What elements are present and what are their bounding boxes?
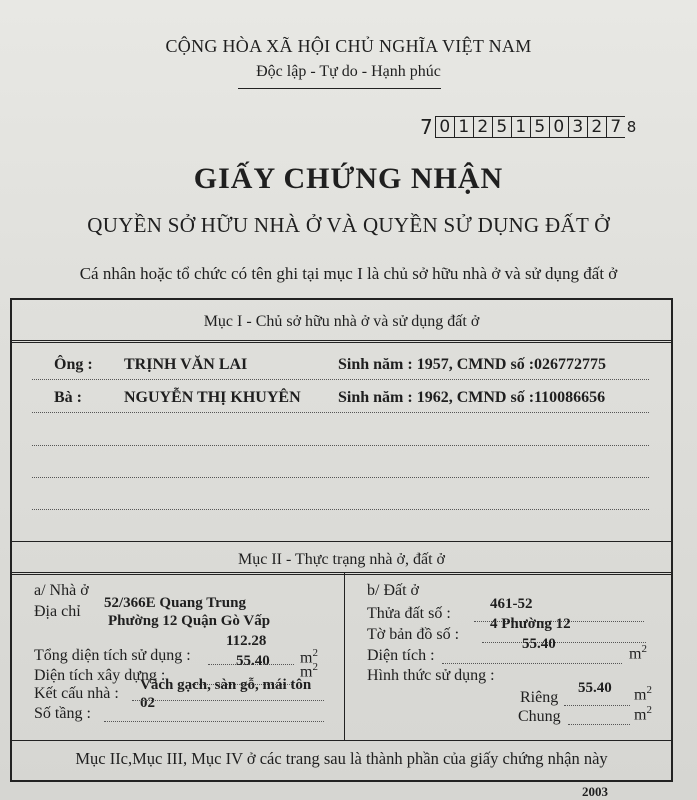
serial-digit: 2: [587, 116, 606, 138]
parcel-label: Thửa đất số :: [367, 605, 451, 622]
serial-digit: 1: [454, 116, 473, 138]
motto-underline: [238, 88, 441, 89]
serial-digit: 5: [530, 116, 549, 138]
land-area-unit: [629, 643, 647, 663]
owner2-prefix: Bà :: [54, 389, 82, 406]
map-label: Tờ bản đồ số :: [367, 626, 460, 643]
serial-digit: 2: [473, 116, 492, 138]
serial-digit: 0: [549, 116, 568, 138]
dotted-line: [104, 721, 324, 722]
dotted-line: [32, 445, 649, 446]
house-heading: a/ Nhà ở: [34, 582, 89, 599]
footer-divider: [12, 740, 671, 741]
section1-divider: [12, 340, 671, 343]
section1-title: Mục I - Chủ sở hữu nhà ở và sử dụng đất ở: [203, 313, 480, 330]
section2-title: Mục II - Thực trạng nhà ở, đất ở: [237, 551, 445, 568]
dotted-line: [32, 477, 649, 478]
dotted-line: [32, 379, 649, 380]
dotted-line: [568, 724, 630, 725]
built-area-label: Diện tích xây dựng :: [34, 667, 166, 684]
house-address-label: Địa chỉ: [34, 603, 81, 620]
bottom-year: 2003: [582, 784, 608, 799]
dotted-line: [32, 509, 649, 510]
land-area-value: 55.40: [522, 636, 556, 652]
usage-label: Hình thức sử dụng :: [367, 667, 495, 684]
unit-exponent: 2: [646, 704, 652, 716]
certificate-box: [10, 298, 673, 782]
country-name: CỘNG HÒA XÃ HỘI CHỦ NGHĨA VIỆT NAM: [165, 36, 532, 56]
dotted-line: [564, 705, 630, 706]
intro-text: Cá nhân hoặc tổ chức có tên ghi tại mục I là chủ sở hữu nhà ở và sử dụng đất ở: [79, 264, 618, 283]
dotted-line: [482, 642, 646, 643]
section2-top-divider: [12, 541, 671, 542]
structure-label: Kết cấu nhà :: [34, 685, 119, 702]
footer-note: Mục IIc,Mục III, Mục IV ở các trang sau là thành phần của giấy chứng nhận này: [75, 749, 608, 768]
house-address-line2: Phường 12 Quận Gò Vấp: [108, 613, 271, 629]
total-area-value: 112.28: [226, 633, 267, 649]
serial-digit: 5: [492, 116, 511, 138]
serial-digit: 7: [606, 116, 625, 138]
total-area-label: Tổng diện tích sử dụng :: [34, 647, 191, 664]
private-area-value: 55.40: [578, 680, 612, 696]
document-subtitle: QUYỀN SỞ HỮU NHÀ Ở VÀ QUYỀN SỬ DỤNG ĐẤT Ở: [87, 213, 610, 237]
serial-digit: 1: [511, 116, 530, 138]
floors-label: Số tầng :: [34, 705, 91, 722]
serial-digit: 3: [568, 116, 587, 138]
unit-exponent: 2: [646, 684, 652, 696]
floors-value: 02: [140, 695, 155, 711]
structure-value: Vách gạch, sàn gỗ, mái tôn: [140, 677, 312, 693]
serial-number: [420, 116, 636, 138]
owner1-name: TRỊNH VĂN LAI: [124, 356, 248, 373]
column-divider: [344, 572, 345, 740]
house-address-line1: 52/366E Quang Trung: [104, 595, 246, 611]
document-title: GIẤY CHỨNG NHẬN: [193, 162, 504, 195]
shared-area-unit: [634, 704, 652, 724]
owner2-info: Sinh năm : 1962, CMND số :110086656: [338, 389, 606, 406]
serial-suffix: 8: [626, 118, 637, 136]
dotted-line: [442, 663, 622, 664]
owner1-prefix: Ông :: [54, 356, 93, 373]
unit-label: m: [634, 686, 647, 704]
unit-label: m: [629, 645, 642, 663]
unit-exponent: 2: [312, 647, 318, 659]
national-motto: Độc lập - Tự do - Hạnh phúc: [256, 63, 441, 80]
land-heading: b/ Đất ở: [367, 582, 420, 599]
unit-label: m: [300, 649, 313, 667]
private-area-unit: [634, 684, 652, 704]
land-area-label: Diện tích :: [367, 647, 435, 664]
map-value: 4 Phường 12: [490, 616, 571, 632]
parcel-value: 461-52: [490, 596, 533, 612]
built-area-value: 55.40: [236, 653, 270, 669]
dotted-line: [32, 412, 649, 413]
owner1-info: Sinh năm : 1957, CMND số :026772775: [338, 356, 607, 373]
owner2-name: NGUYỄN THỊ KHUYÊN: [124, 389, 301, 406]
unit-exponent: 2: [641, 643, 647, 655]
unit-label: m: [634, 706, 647, 724]
serial-digit: 0: [435, 116, 454, 138]
private-label: Riêng: [520, 689, 559, 706]
serial-prefix: 7: [420, 115, 433, 139]
unit-exponent: 2: [312, 661, 318, 673]
shared-label: Chung: [518, 708, 561, 725]
section2-divider: [12, 572, 671, 575]
unit-label: m: [300, 663, 313, 681]
dotted-line: [132, 700, 324, 701]
